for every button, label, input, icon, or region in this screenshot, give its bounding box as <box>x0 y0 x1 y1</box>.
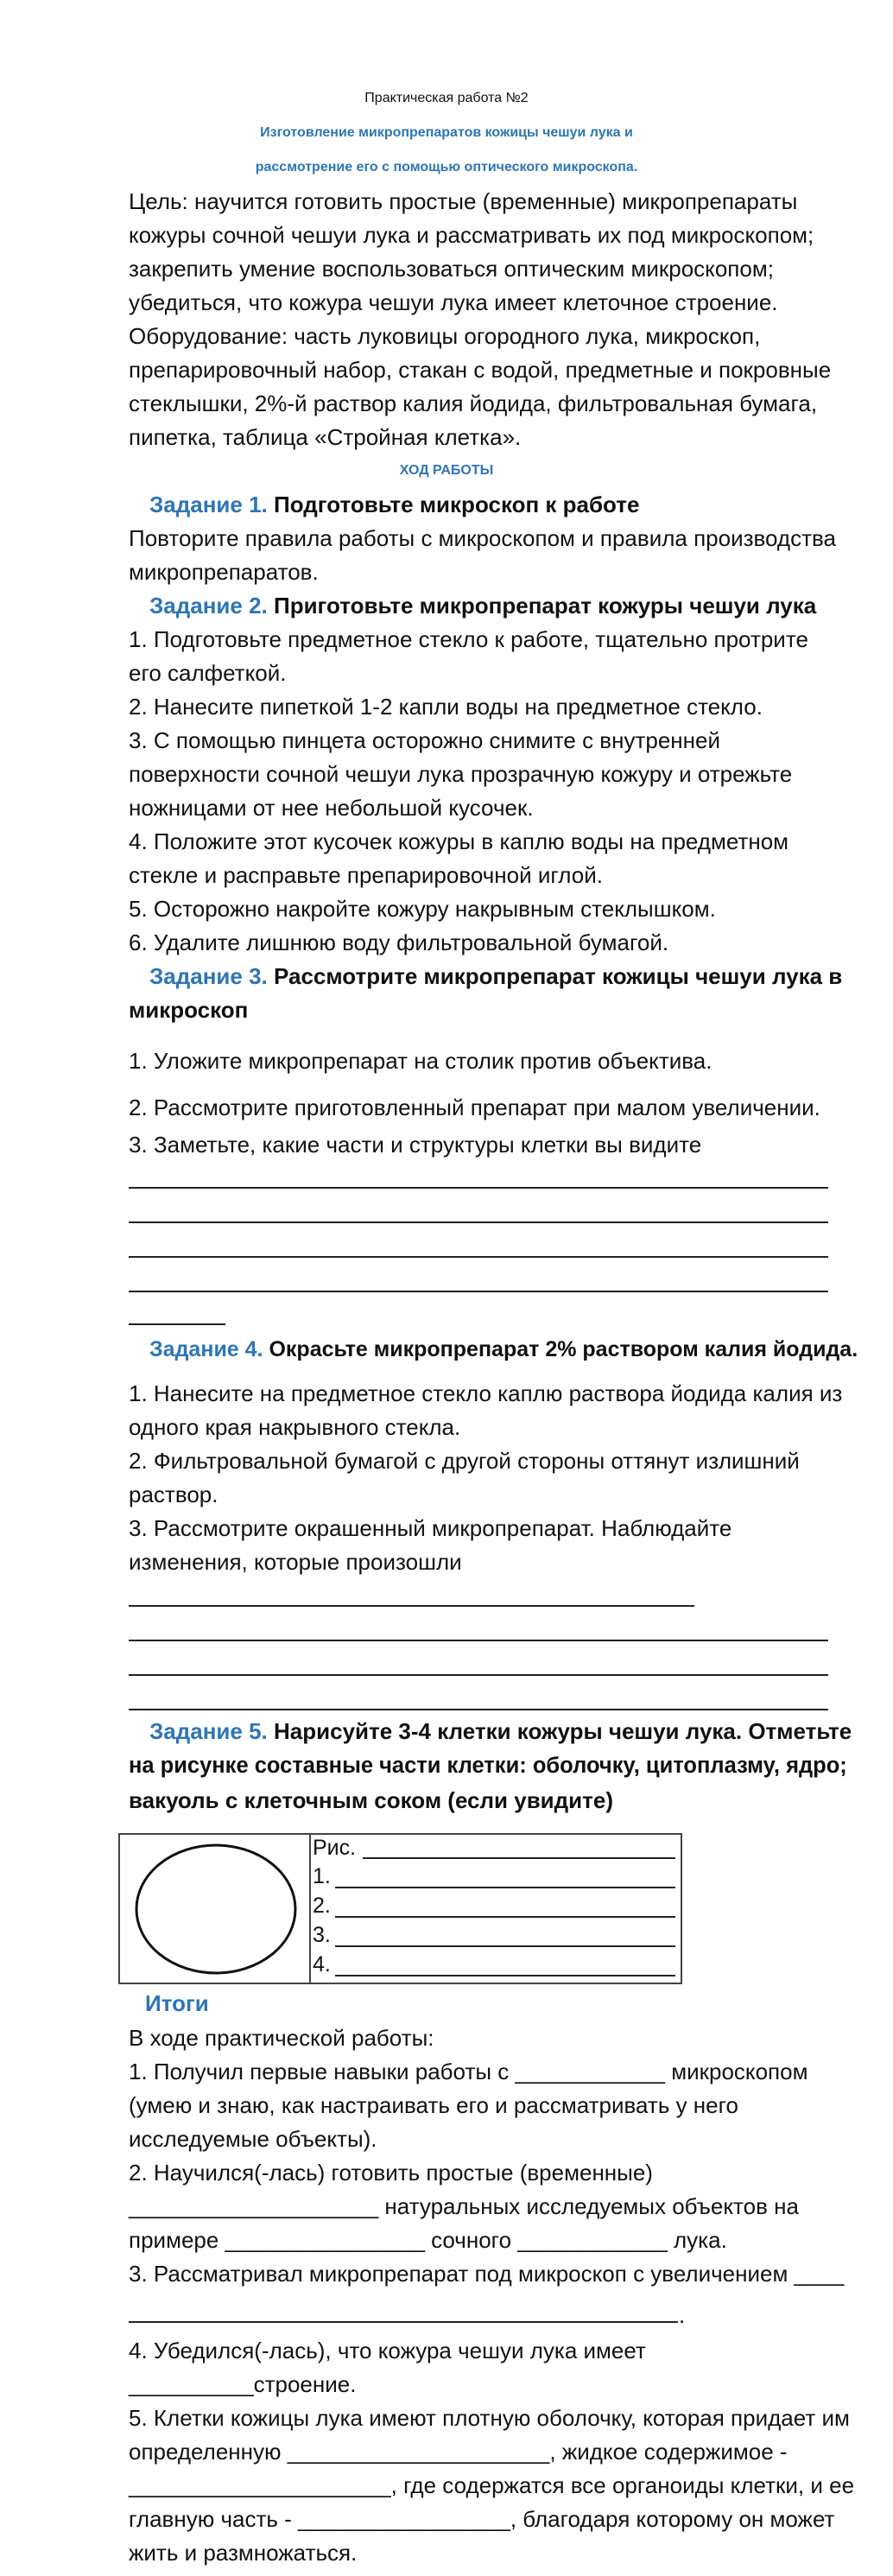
task-2-line: ножницами от нее небольшой кусочек. <box>129 795 534 821</box>
answer-line <box>129 1709 828 1710</box>
intro-line: убедиться, что кожура чешуи лука имеет клеточное строение. <box>129 289 778 315</box>
results-line: определенную _____________________, жидкое содержимое - <box>129 2439 788 2465</box>
task-3-title-cont: микроскоп <box>129 997 249 1023</box>
answer-line <box>129 1323 225 1325</box>
task-3-title: Рассмотрите микропрепарат кожицы чешуи лука в <box>267 963 843 989</box>
task-1-label: Задание 1. <box>149 492 268 517</box>
task-5-title: Нарисуйте 3-4 клетки кожуры чешуи лука. Отметьте <box>267 1718 852 1744</box>
intro-line: пипетка, таблица «Стройная клетка». <box>129 424 522 450</box>
task-5-title-cont: вакуоль с клеточным соком (если увидите) <box>129 1787 614 1813</box>
task-4-label: Задание 4. <box>149 1337 263 1361</box>
results-line: 5. Клетки кожицы лука имеют плотную оболочку, которая придает им <box>129 2405 850 2431</box>
answer-line <box>129 1187 828 1189</box>
answer-line <box>129 2321 678 2323</box>
table-row <box>313 1950 331 1979</box>
table-row <box>313 1891 331 1920</box>
task-4-line: одного края накрывного стекла. <box>129 1414 461 1440</box>
task-2-line: 6. Удалите лишнюю воду фильтровальной бумагой. <box>129 930 669 955</box>
answer-line-end: . <box>679 2302 686 2328</box>
task-4-title: Окрасьте микропрепарат 2% раствором калия йодида. <box>263 1337 858 1361</box>
table-row-line <box>335 1916 675 1918</box>
page-subtitle-line-2: рассмотрение его с помощью оптического микроскопа. <box>255 160 638 174</box>
answer-line <box>129 1640 828 1641</box>
results-line: 4. Убедился(-лась), что кожура чешуи лука имеет <box>129 2338 646 2363</box>
task-3-heading <box>149 961 842 992</box>
table-row <box>313 1833 356 1862</box>
results-line: __________строение. <box>129 2371 357 2397</box>
answer-line <box>129 1291 828 1292</box>
task-5-title-cont: на рисунке составные части клетки: оболочку, цитоплазму, ядро; <box>129 1754 847 1778</box>
task-1-title: Подготовьте микроскоп к работе <box>267 492 640 517</box>
intro-line: закрепить умение воспользоваться оптическим микроскопом; <box>129 256 774 282</box>
table-row-label: 1. <box>313 1864 331 1888</box>
table-row-line <box>335 1975 675 1976</box>
table-divider <box>309 1833 311 1984</box>
answer-line <box>129 1674 828 1676</box>
answer-line <box>129 1605 694 1607</box>
task-1-line: Повторите правила работы с микроскопом и правила производства <box>129 525 836 551</box>
answer-line <box>129 1221 828 1223</box>
results-line: главную часть - _________________, благодаря которому он может <box>129 2506 835 2532</box>
results-line: 1. Получил первые навыки работы с ____________ микроскопом <box>129 2059 808 2084</box>
task-5-heading <box>149 1716 852 1747</box>
intro-line: препарировочный набор, стакан с водой, предметные и покровные <box>129 357 832 383</box>
page-subtitle-line-1: Изготовление микропрепаратов кожицы чешуи лука и <box>260 125 633 140</box>
task-1-line: микропрепаратов. <box>129 559 319 585</box>
table-row-line <box>335 1945 675 1947</box>
table-row-label: 3. <box>313 1923 331 1947</box>
table-row-label: 2. <box>313 1894 331 1918</box>
cell-drawing-circle <box>130 1840 302 1978</box>
task-2-line: 3. С помощью пинцета осторожно снимите с внутренней <box>129 727 721 753</box>
task-4-heading <box>149 1334 858 1365</box>
task-1-heading <box>149 489 639 520</box>
task-4-line: раствор. <box>129 1482 218 1507</box>
results-line: ____________________ натуральных исследуемых объектов на <box>129 2193 799 2219</box>
table-row <box>313 1862 331 1891</box>
table-row-line <box>335 1887 675 1888</box>
task-5-label: Задание 5. <box>149 1718 268 1744</box>
results-line: _____________________, где содержатся все органоиды клетки, и ее <box>129 2472 855 2498</box>
task-2-line: 5. Осторожно накройте кожуру накрывным стеклышком. <box>129 896 716 922</box>
task-4-line: 1. Нанесите на предметное стекло каплю раствора йодида калия из <box>129 1380 843 1406</box>
task-3-label: Задание 3. <box>149 963 268 989</box>
results-heading: Итоги <box>145 1990 209 2016</box>
section-title: ХОД РАБОТЫ <box>399 463 494 478</box>
task-4-line: 3. Рассмотрите окрашенный микропрепарат. Наблюдайте <box>129 1515 732 1541</box>
table-row-label: 4. <box>313 1952 331 1976</box>
answer-line <box>129 1256 828 1258</box>
results-line: исследуемые объекты). <box>129 2126 377 2152</box>
task-2-line: поверхности сочной чешуи лука прозрачную кожуру и отрежьте <box>129 761 793 787</box>
task-4-line: изменения, которые произошли <box>129 1549 462 1575</box>
task-3-step: 1. Уложите микропрепарат на столик против объектива. <box>129 1048 712 1074</box>
intro-line: кожуры сочной чешуи лука и рассматривать их под микроскопом; <box>129 222 814 248</box>
results-line: примере ________________ сочного ____________ лука. <box>129 2227 727 2253</box>
task-2-line: стекле и расправьте препарировочной иглой. <box>129 862 603 888</box>
intro-line: Оборудование: часть луковицы огородного лука, микроскоп, <box>129 323 761 349</box>
task-2-line: 1. Подготовьте предметное стекло к работе, тщательно протрите <box>129 626 808 652</box>
results-line: 3. Рассматривал микропрепарат под микроскоп с увеличением ____ <box>129 2261 845 2287</box>
page-title: Практическая работа №2 <box>364 91 529 105</box>
task-2-heading <box>149 590 816 621</box>
task-2-label: Задание 2. <box>149 593 268 619</box>
task-2-line: 4. Положите этот кусочек кожуры в каплю воды на предметном <box>129 828 789 854</box>
task-2-line: его салфеткой. <box>129 660 287 686</box>
results-line: В ходе практической работы: <box>129 2025 434 2051</box>
table-row-label: Рис. <box>313 1836 357 1860</box>
task-2-line: 2. Нанесите пипеткой 1-2 капли воды на предметное стекло. <box>129 694 763 720</box>
task-4-line: 2. Фильтровальной бумагой с другой стороны оттянут излишний <box>129 1448 800 1474</box>
task-3-step: 3. Заметьте, какие части и структуры клетки вы видите <box>129 1132 702 1158</box>
results-line: жить и размножаться. <box>129 2540 358 2566</box>
results-line: 2. Научился(-лась) готовить простые (временные) <box>129 2160 653 2186</box>
task-3-step: 2. Рассмотрите приготовленный препарат при малом увеличении. <box>129 1094 820 1120</box>
results-line: (умею и знаю, как настраивать его и рассматривать у него <box>129 2092 738 2118</box>
table-row-line <box>363 1857 675 1859</box>
intro-line: стеклышки, 2%-й раствор калия йодида, фильтровальная бумага, <box>129 390 818 416</box>
task-2-title: Приготовьте микропрепарат кожуры чешуи лука <box>267 593 817 619</box>
intro-line: Цель: научится готовить простые (временные) микропрепараты <box>129 188 798 214</box>
table-row <box>313 1920 331 1950</box>
